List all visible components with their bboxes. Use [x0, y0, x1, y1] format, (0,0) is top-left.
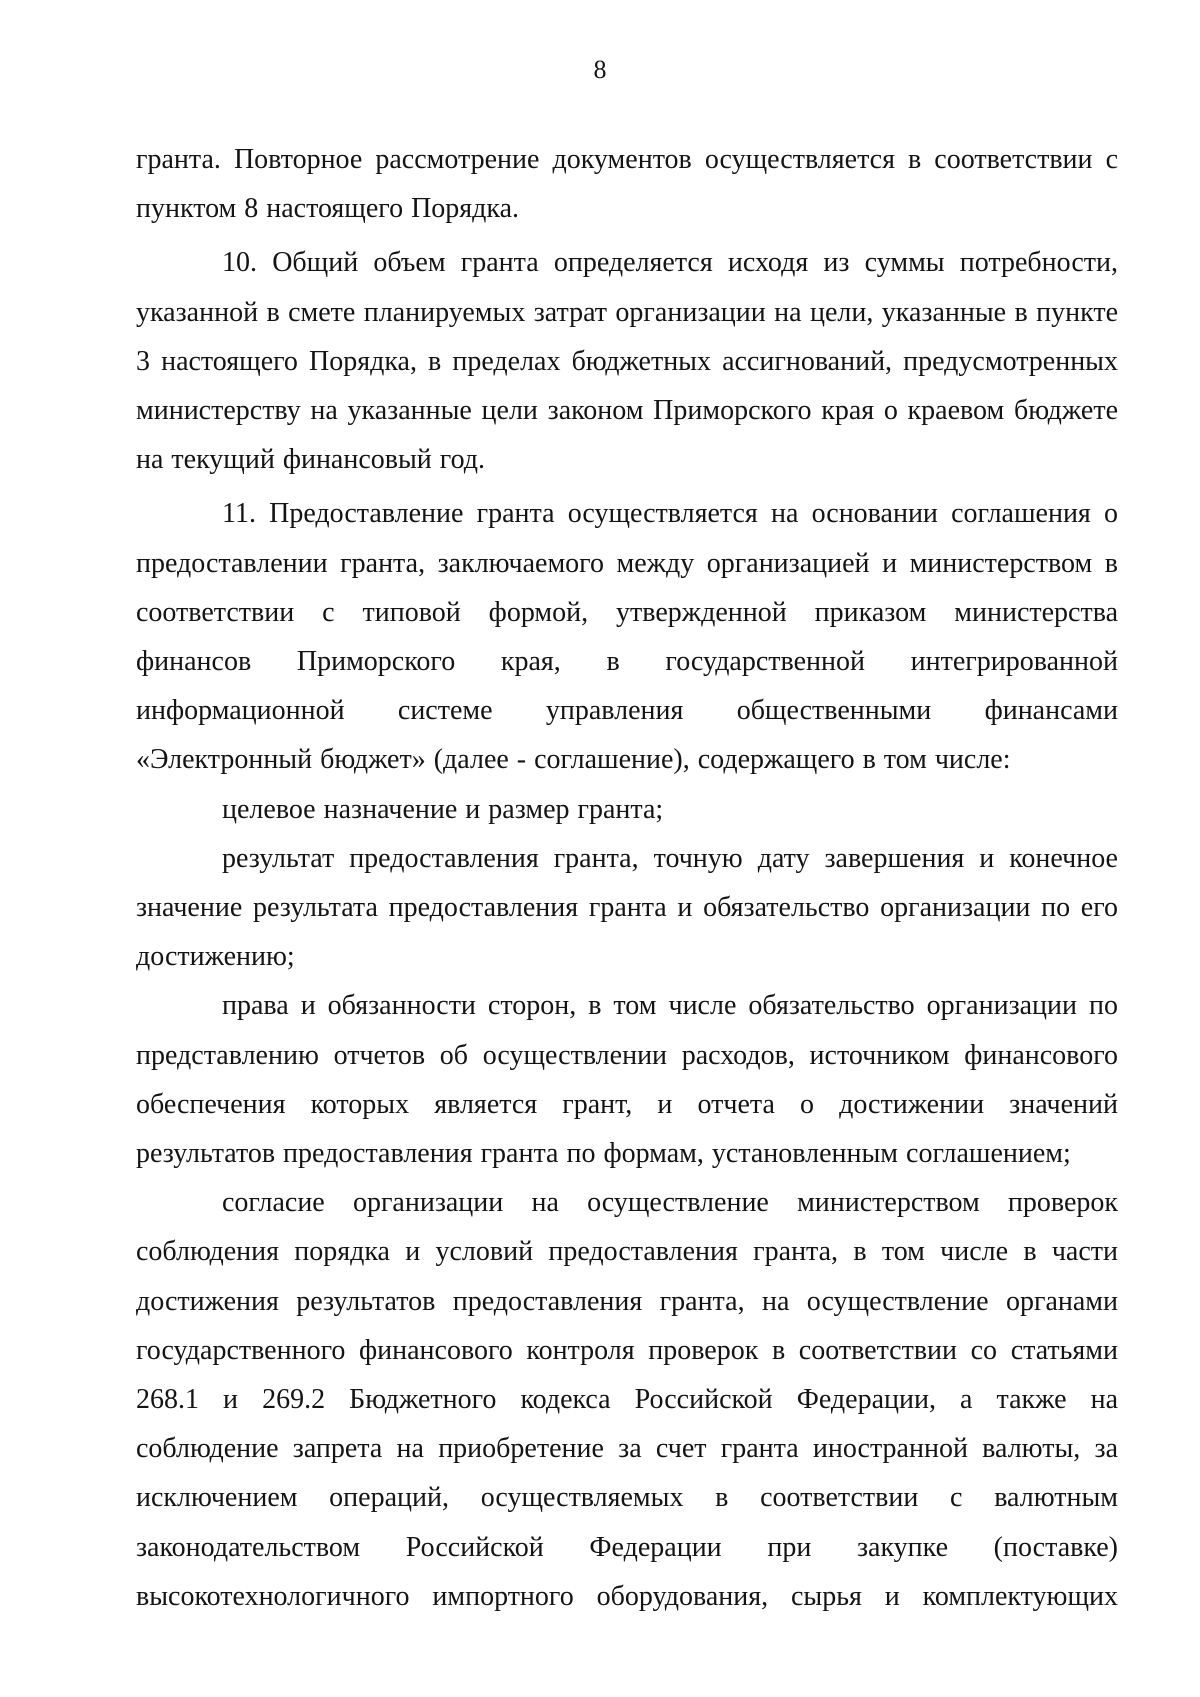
- paragraph-continuation: гранта. Повторное рассмотрение документов осуществляется в соответствии с пунктом 8 настоящего Порядка.: [136, 144, 1118, 225]
- paragraph-10: 10. Общий объем гранта определяется исходя из суммы потребности, указанной в смете планируемых затрат организации на цели, указанные в пункте 3 настоящего Порядка, в пределах бюджетных ассигнований, предусмотренных министерству на указанные цели законом Приморского края о краевом бюджете на текущий финансовый год.: [136, 247, 1118, 476]
- list-item-target-purpose: целевое назначение и размер гранта;: [222, 793, 664, 825]
- list-item-rights-obligations: права и обязанности сторон, в том числе обязательство организации по представлению отчетов об осуществлении расходов, источником финансового обеспечения которых является грант, и отчета о достижении значений результатов предоставления гранта по формам, установленным соглашением;: [136, 990, 1118, 1170]
- list-item-consent: согласие организации на осуществление министерством проверок соблюдения порядка и условий предоставления гранта, в том числе в части достижения результатов предоставления гранта, на осуществление органами государственного финансового контроля проверок в соответствии со статьями 268.1 и 269.2 Бюджетного кодекса Российской Федерации, а также на соблюдение запрета на приобретение за счет гранта иностранной валюты, за исключением операций, осуществляемых в соответствии с валютным законодательством Российской Федерации при закупке (поставке) высокотехнологичного импортного оборудования, сырья и комплектующих: [136, 1187, 1118, 1612]
- document-body: [136, 135, 1118, 1621]
- list-item-grant-result: результат предоставления гранта, точную дату завершения и конечное значение результата предоставления гранта и обязательство организации по его достижению;: [136, 842, 1118, 973]
- page-number: 8: [593, 55, 607, 84]
- paragraph-11: 11. Предоставление гранта осуществляется на основании соглашения о предоставлении гранта, заключаемого между организацией и министерством в соответствии с типовой формой, утвержденной приказом министерства финансов Приморского края, в государственной интегрированной информационной системе управления общественными финансами «Электронный бюджет» (далее - соглашение), содержащего в том числе:: [136, 498, 1118, 776]
